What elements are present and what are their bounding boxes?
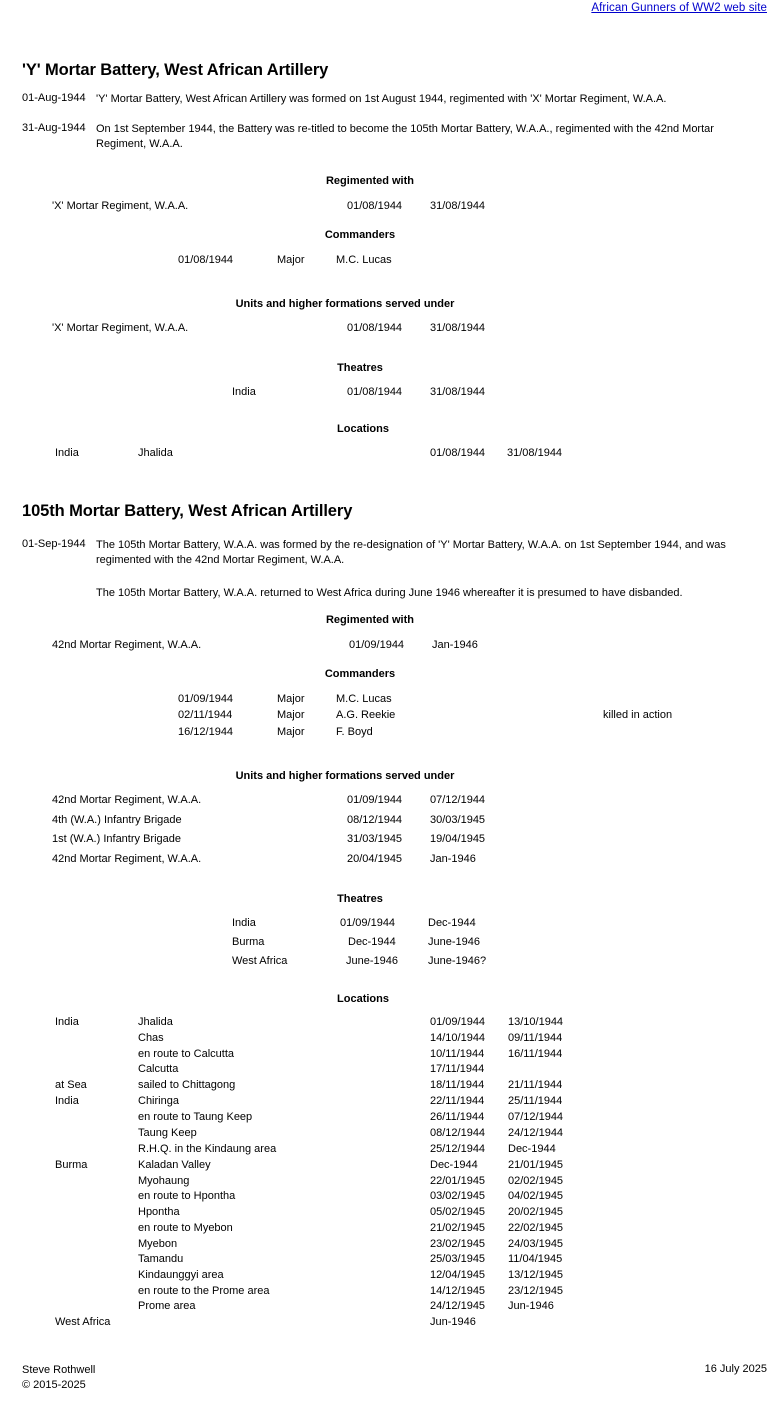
location-to-date: 20/02/1945	[508, 1206, 564, 1218]
location-to-date: 21/01/1945	[508, 1159, 564, 1171]
location-from-date: 24/12/1945	[430, 1300, 486, 1312]
location-place: Chiringa	[138, 1095, 179, 1107]
commander-rank: Major	[277, 709, 305, 721]
location-from-date: 01/09/1944	[430, 1016, 486, 1028]
location-from-date: 05/02/1945	[430, 1206, 486, 1218]
location-from-date: 10/11/1944	[430, 1048, 485, 1060]
location-from-date: 23/02/1945	[430, 1238, 486, 1250]
narrative-text: The 105th Mortar Battery, W.A.A. returned to West Africa during June 1946 whereafter it is presumed to have disbanded.	[96, 587, 683, 599]
location-from-date: 21/02/1945	[430, 1222, 486, 1234]
location-from-date: 17/11/1944	[430, 1063, 485, 1075]
section-heading-theatres: Theatres	[337, 893, 383, 905]
section-heading-theatres: Theatres	[337, 362, 383, 374]
location-place: Hpontha	[138, 1206, 180, 1218]
served-under-unit-name: 42nd Mortar Regiment, W.A.A.	[52, 794, 202, 806]
location-place: Prome area	[138, 1300, 196, 1312]
served-under-to-date: 31/08/1944	[430, 322, 486, 334]
location-from-date: Dec-1944	[430, 1159, 478, 1171]
unit-title-105th-mortar-battery: 105th Mortar Battery, West African Artillery	[22, 502, 353, 520]
location-to-date: 25/11/1944	[508, 1095, 563, 1107]
regimented-with-to-date: Jan-1946	[432, 639, 478, 651]
location-theatre: West Africa	[55, 1316, 111, 1328]
served-under-from-date: 20/04/1945	[347, 853, 403, 865]
location-to-date: 24/03/1945	[508, 1238, 564, 1250]
location-place: en route to Hpontha	[138, 1190, 236, 1202]
location-place: Calcutta	[138, 1063, 179, 1075]
location-place: Taung Keep	[138, 1127, 197, 1139]
african-gunners-site-link[interactable]: African Gunners of WW2 web site	[591, 2, 767, 14]
served-under-from-date: 31/03/1945	[347, 833, 403, 845]
location-place: en route to the Prome area	[138, 1285, 270, 1297]
theatre-to-date: Dec-1944	[428, 917, 476, 929]
location-to-date: 24/12/1944	[508, 1127, 564, 1139]
served-under-to-date: 30/03/1945	[430, 814, 486, 826]
location-from-date: 18/11/1944	[430, 1079, 485, 1091]
served-under-from-date: 01/08/1944	[347, 322, 403, 334]
location-to-date: 04/02/1945	[508, 1190, 564, 1202]
commander-rank: Major	[277, 726, 305, 738]
served-under-to-date: 19/04/1945	[430, 833, 486, 845]
regimented-with-from-date: 01/08/1944	[347, 200, 403, 212]
location-to-date: 07/12/1944	[508, 1111, 564, 1123]
location-to-date: 21/11/1944	[508, 1079, 563, 1091]
location-place: Myebon	[138, 1238, 178, 1250]
location-from-date: 26/11/1944	[430, 1111, 485, 1123]
regimented-with-unit-name: 'X' Mortar Regiment, W.A.A.	[52, 200, 189, 212]
section-heading-regimented-with: Regimented with	[325, 614, 414, 626]
commander-note: killed in action	[603, 709, 673, 721]
location-to-date: Jun-1946	[508, 1300, 554, 1312]
served-under-from-date: 01/09/1944	[347, 794, 403, 806]
location-to-date: 16/11/1944	[508, 1048, 563, 1060]
location-from-date: 08/12/1944	[430, 1127, 486, 1139]
served-under-to-date: 07/12/1944	[430, 794, 486, 806]
location-from-date: 22/11/1944	[430, 1095, 485, 1107]
location-theatre: India	[55, 1095, 79, 1107]
location-theatre: Burma	[55, 1159, 88, 1171]
site-link-bar	[591, 2, 767, 14]
narrative-y-mortar-battery	[22, 92, 752, 161]
footer-left	[22, 1363, 95, 1393]
location-place: Chas	[138, 1032, 164, 1044]
commander-rank: Major	[277, 254, 305, 266]
narrative-105th-mortar-battery	[22, 538, 752, 610]
location-from-date: 14/12/1945	[430, 1285, 486, 1297]
commander-date: 01/09/1944	[178, 693, 234, 705]
section-heading-locations: Locations	[337, 993, 389, 1005]
section-heading-units-served-under: Units and higher formations served under	[235, 298, 455, 310]
commander-name: F. Boyd	[336, 726, 373, 738]
regimented-with-from-date: 01/09/1944	[349, 639, 405, 651]
served-under-to-date: Jan-1946	[430, 853, 476, 865]
location-theatre: India	[55, 447, 79, 459]
location-to-date: 13/12/1945	[508, 1269, 564, 1281]
theatre-name: West Africa	[232, 955, 288, 967]
location-place: Kaladan Valley	[138, 1159, 211, 1171]
commander-rank: Major	[277, 693, 305, 705]
footer-date: 16 July 2025	[704, 1363, 767, 1375]
location-to-date: 13/10/1944	[508, 1016, 564, 1028]
unit-title-y-mortar-battery: 'Y' Mortar Battery, West African Artillery	[22, 61, 329, 79]
theatre-from-date: June-1946	[346, 955, 398, 967]
theatre-from-date: 01/09/1944	[340, 917, 396, 929]
location-from-date: 22/01/1945	[430, 1175, 486, 1187]
theatre-to-date: June-1946?	[428, 955, 487, 967]
served-under-unit-name: 1st (W.A.) Infantry Brigade	[52, 833, 181, 845]
narrative-text: On 1st September 1944, the Battery was re-titled to become the 105th Mortar Battery, W.A.A., regimented with the 42nd Mortar Regiment, W.A.A.	[96, 123, 714, 150]
commander-name: M.C. Lucas	[336, 254, 392, 266]
section-heading-locations: Locations	[337, 423, 389, 435]
served-under-unit-name: 4th (W.A.) Infantry Brigade	[52, 814, 182, 826]
location-place: Tamandu	[138, 1253, 184, 1265]
narrative-row	[22, 538, 752, 568]
theatre-to-date: 31/08/1944	[430, 386, 486, 398]
location-place: Jhalida	[138, 447, 173, 459]
served-under-unit-name: 42nd Mortar Regiment, W.A.A.	[52, 853, 202, 865]
served-under-unit-name: 'X' Mortar Regiment, W.A.A.	[52, 322, 189, 334]
location-from-date: 25/12/1944	[430, 1143, 486, 1155]
location-from-date: Jun-1946	[430, 1316, 476, 1328]
narrative-date: 01-Sep-1944	[22, 538, 86, 550]
section-heading-regimented-with: Regimented with	[325, 175, 414, 187]
commander-date: 02/11/1944	[178, 709, 233, 721]
commander-date: 16/12/1944	[178, 726, 234, 738]
commander-date: 01/08/1944	[178, 254, 234, 266]
commander-name: M.C. Lucas	[336, 693, 392, 705]
section-heading-commanders: Commanders	[324, 229, 396, 241]
location-place: sailed to Chittagong	[138, 1079, 236, 1091]
served-under-from-date: 08/12/1944	[347, 814, 403, 826]
theatre-name: India	[232, 917, 256, 929]
location-to-date: 31/08/1944	[507, 447, 563, 459]
location-to-date: Dec-1944	[508, 1143, 556, 1155]
narrative-row	[22, 586, 752, 601]
narrative-date: 31-Aug-1944	[22, 122, 86, 134]
location-place: Jhalida	[138, 1016, 173, 1028]
location-place: R.H.Q. in the Kindaung area	[138, 1143, 277, 1155]
location-from-date: 12/04/1945	[430, 1269, 486, 1281]
narrative-row	[22, 122, 752, 152]
location-to-date: 22/02/1945	[508, 1222, 564, 1234]
theatre-from-date: 01/08/1944	[347, 386, 403, 398]
location-from-date: 14/10/1944	[430, 1032, 486, 1044]
narrative-text: 'Y' Mortar Battery, West African Artillery was formed on 1st August 1944, regimented with 'X' Mortar Regiment, W.A.A.	[96, 93, 667, 105]
location-theatre: India	[55, 1016, 79, 1028]
location-from-date: 01/08/1944	[430, 447, 486, 459]
section-heading-commanders: Commanders	[324, 668, 396, 680]
narrative-date: 01-Aug-1944	[22, 92, 86, 104]
footer-copyright: © 2015-2025	[22, 1379, 86, 1391]
narrative-text: The 105th Mortar Battery, W.A.A. was formed by the re-designation of 'Y' Mortar Battery, W.A.A. on 1st September 1944, and was regimented with the 42nd Mortar Regiment, W.A.A.	[96, 539, 726, 566]
location-place: Myohaung	[138, 1175, 190, 1187]
location-from-date: 25/03/1945	[430, 1253, 486, 1265]
location-place: Kindaunggyi area	[138, 1269, 224, 1281]
location-from-date: 03/02/1945	[430, 1190, 486, 1202]
location-to-date: 11/04/1945	[508, 1253, 563, 1265]
theatre-name: Burma	[232, 936, 265, 948]
commander-name: A.G. Reekie	[336, 709, 396, 721]
regimented-with-unit-name: 42nd Mortar Regiment, W.A.A.	[52, 639, 202, 651]
footer-author: Steve Rothwell	[22, 1364, 96, 1376]
theatre-name: India	[232, 386, 256, 398]
location-theatre: at Sea	[55, 1079, 87, 1091]
theatre-to-date: June-1946	[428, 936, 480, 948]
location-to-date: 23/12/1945	[508, 1285, 564, 1297]
location-to-date: 09/11/1944	[508, 1032, 563, 1044]
location-to-date: 02/02/1945	[508, 1175, 564, 1187]
narrative-row	[22, 92, 752, 107]
location-place: en route to Calcutta	[138, 1048, 235, 1060]
location-place: en route to Myebon	[138, 1222, 233, 1234]
theatre-from-date: Dec-1944	[348, 936, 396, 948]
section-heading-units-served-under: Units and higher formations served under	[235, 770, 455, 782]
location-place: en route to Taung Keep	[138, 1111, 253, 1123]
regimented-with-to-date: 31/08/1944	[430, 200, 486, 212]
